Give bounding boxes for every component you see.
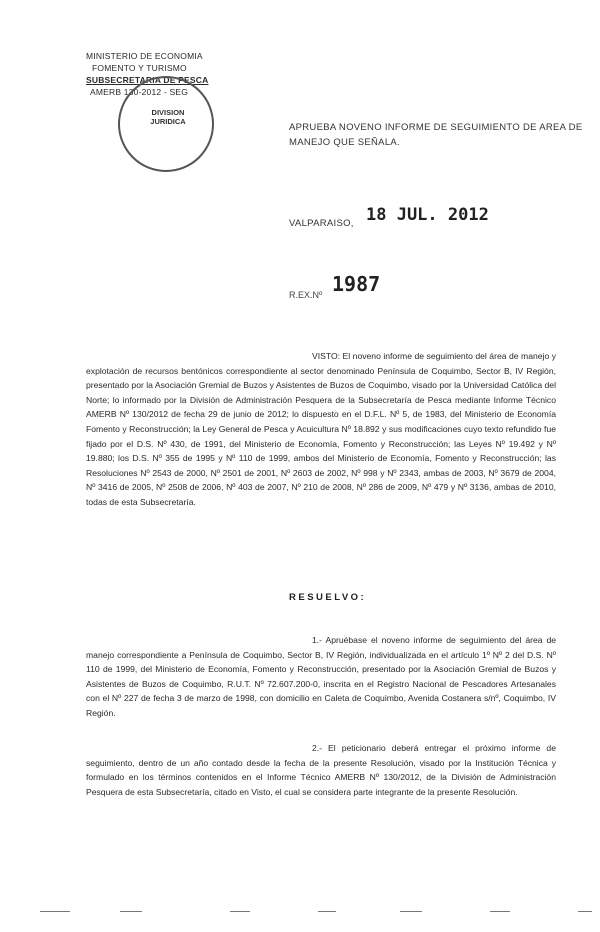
- item-1-lead: 1.- Apruébase: [312, 635, 368, 645]
- stamp-text: [138, 108, 198, 126]
- document-subject: APRUEBA NOVENO INFORME DE SEGUIMIENTO DE AREA DE MANEJO QUE SEÑALA.: [289, 122, 583, 148]
- header-fomento: FOMENTO Y TURISMO: [92, 63, 187, 73]
- header-ministry: MINISTERIO DE ECONOMIA: [86, 51, 203, 61]
- header-reference: AMERB 130-2012 - SEG: [90, 87, 189, 97]
- footer-mark: [40, 911, 70, 912]
- footer-mark: [578, 911, 592, 912]
- item-1-paragraph: [86, 633, 556, 721]
- visto-text: El noveno informe de seguimiento del área de manejo y explotación de recursos bentónicos correspondiente al sector denominado Península de Coquimbo, Sector B, IV Región, presentado por la Asociación Gremial de Buzos y Asistentes de Buzos de Coquimbo, visado por la Universidad Católica del Norte; lo informado por la División de Administración Pesquera de la Subsecretaría de Pesca mediante Informe Técnico AMERB Nº 130/2012 de fecha 29 de junio de 2012; lo dispuesto en el D.F.L. Nº 5, de 1983, del Ministerio de Economía Fomento y Reconstrucción; la Ley General de Pesca y Acuicultura Nº 18.892 y sus modificaciones cuyo texto refundido fue fijado por el D.S. Nº 430, de 1991, del Ministerio de Economía, Fomento y Reconstrucción; las Leyes Nº 19.492 y Nº 19.880; los D.S. Nº 355 de 1995 y Nº 110 de 1999, ambos del Ministerio de Economía, Fomento y Reconstrucción; las Resoluciones Nº 2543 de 2000, Nº 2501 de 2001, Nº 2603 de 2002, Nº 998 y Nº 2343, ambas de 2003, Nº 3679 de 2004, Nº 3416 de 2005, Nº 2508 de 2006, Nº 403 de 2007, Nº 210 de 2008, Nº 286 de 2009, Nº 479 y Nº 3136, ambas de 2010, todas de esta Subsecretaría.: [86, 351, 557, 507]
- place-label: VALPARAISO,: [289, 218, 354, 229]
- item-2-text: deberá entregar el próximo informe de seguimiento, dentro de un año contado desde la fecha de la presente Resolución, visado por la Institución Técnica y formulado en los términos contenidos en el Informe Técnico AMERB Nº 130/2012, de la División de Administración Pesquera de esta Subsecretaría, citado en Visto, el cual se considera parte integrante de la presente Resolución.: [86, 743, 556, 797]
- footer-mark: [230, 911, 250, 912]
- footer-mark: [400, 911, 422, 912]
- resuelvo-heading: RESUELVO:: [289, 592, 367, 603]
- item-1-text: el noveno informe de seguimiento del área de manejo correspondiente a Península de Coquimbo, Sector B, IV Región, individualizada en el artículo 1º Nº 2 del D.S. Nº 110 de 1999, del Ministerio de Economía, Fomento y Reconstrucción, presentado por la Asociación Gremial de Buzos y Asistentes de Buzos de Coquimbo, R.U.T. Nº 72.607.200-0, inscrita en el Registro Nacional de Pescadores Artesanales con el Nº 227 de fecha 3 de marzo de 1998, con domicilio en Caleta de Coquimbo, Avenida Costanera s/nº, Coquimbo, IV Región.: [86, 635, 557, 718]
- item-2-paragraph: [86, 741, 556, 799]
- footer-mark: [120, 911, 142, 912]
- stamp-line-2: JURIDICA: [150, 117, 186, 126]
- visto-lead: VISTO:: [312, 351, 341, 361]
- footer-mark: [318, 911, 336, 912]
- footer-mark: [490, 911, 510, 912]
- resolution-number: 1987: [332, 272, 381, 296]
- header-subsecretaria: SUBSECRETARIA DE PESCA: [86, 75, 209, 85]
- visto-paragraph: [86, 349, 556, 510]
- date-stamp: 18 JUL. 2012: [366, 205, 489, 225]
- item-2-lead: 2.- El peticionario: [312, 743, 386, 753]
- resolution-label: R.EX.Nº: [289, 290, 323, 300]
- stamp-line-1: DIVISION: [151, 108, 185, 117]
